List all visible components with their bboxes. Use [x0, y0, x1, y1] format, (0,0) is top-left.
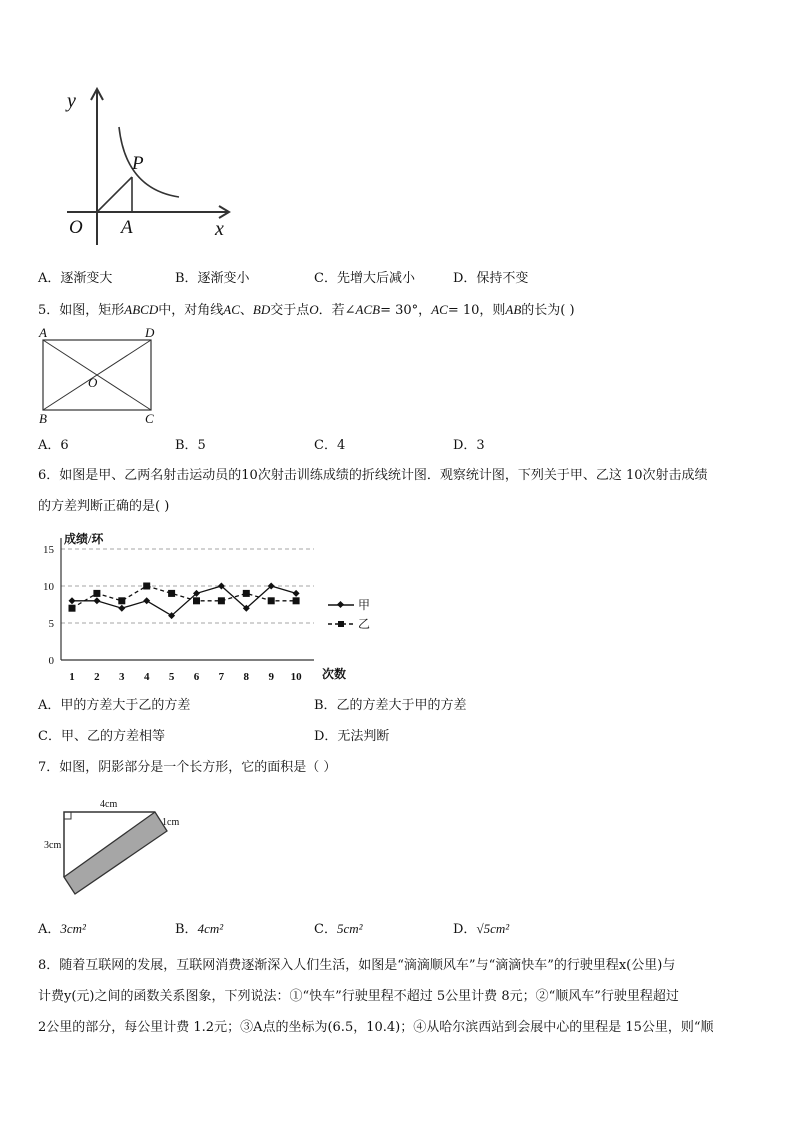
q5-var-bd: BD: [252, 302, 271, 317]
q7-option-value: 4cm²: [197, 921, 224, 936]
q7-option-letter: A．: [38, 922, 61, 937]
q6-point-jia: [93, 597, 100, 604]
q6-legend-label-yi: 乙: [358, 617, 371, 631]
q6-x-tick-label: 10: [290, 671, 302, 683]
q6-legend-marker-jia: [337, 601, 344, 608]
q7-right-angle-mark: [64, 812, 71, 819]
q6-y-tick-label: 15: [43, 544, 54, 556]
q4-label-o: O: [69, 217, 83, 238]
q6-legend-label-jia: 甲: [358, 598, 371, 612]
q6-x-tick-labels: [69, 671, 302, 683]
q6-series-line-jia: [72, 586, 296, 616]
q7-label-right: 1cm: [162, 817, 180, 828]
q7-option-value: 3cm²: [60, 921, 86, 936]
q7-option-d: [453, 920, 509, 939]
q6-point-jia: [293, 590, 300, 597]
q6-point-yi: [118, 597, 125, 604]
q7-option-a: [38, 920, 86, 939]
q5-option-b: B．5: [175, 438, 206, 453]
q5-stem-text: 5．如图，矩形: [38, 303, 125, 318]
q5-stem-text: ．若∠: [318, 303, 356, 318]
q5-stem: [38, 301, 575, 320]
q5-var-abcd: ABCD: [124, 302, 159, 317]
q4-option-c: C．先增大后减小: [314, 271, 415, 286]
q5-stem-text: = 30°，: [380, 303, 432, 318]
q4-label-p: P: [132, 153, 144, 174]
q6-x-tick-label: 8: [243, 671, 250, 683]
q5-rectangle-figure: [34, 325, 164, 427]
q7-stem: 7．如图，阴影部分是一个长方形，它的面积是（ ）: [38, 760, 337, 775]
q6-point-yi: [93, 590, 100, 597]
q5-option-c: C．4: [314, 438, 346, 453]
q7-triangle-figure: [34, 795, 194, 900]
q6-point-yi: [243, 590, 250, 597]
q6-option-c: C．甲、乙的方差相等: [38, 729, 165, 744]
q5-option-d: D．3: [453, 438, 485, 453]
q6-point-jia: [118, 605, 125, 612]
q5-option-a: A．6: [38, 438, 69, 453]
q5-stem-text: = 10，则: [447, 303, 506, 318]
q6-point-yi: [193, 597, 200, 604]
q6-x-tick-label: 2: [94, 671, 100, 683]
q6-option-d: D．无法判断: [314, 729, 390, 744]
q6-point-yi: [69, 605, 76, 612]
q6-x-tick-label: 5: [168, 671, 175, 683]
q6-y-tick-labels: [43, 544, 55, 667]
q6-option-b: B．乙的方差大于甲的方差: [314, 698, 467, 713]
q5-label-o: O: [88, 375, 98, 390]
q6-line-chart: [34, 528, 374, 690]
q5-label-c: C: [145, 411, 154, 426]
q6-point-jia: [69, 597, 76, 604]
q7-option-letter: C．: [314, 922, 337, 937]
q6-stem-line-2: 的方差判断正确的是( ): [38, 499, 170, 514]
q6-x-tick-label: 9: [268, 671, 274, 683]
q6-x-tick-label: 3: [119, 671, 125, 683]
q5-var-o: O: [309, 302, 319, 317]
q5-stem-text: 中，对角线: [158, 303, 224, 318]
q8-line-3: 2公里的部分，每公里计费 1.2元；③A点的坐标为(6.5，10.4)；④从哈尔滨西站到会展中心的里程是 15公里，则“顺: [38, 1020, 714, 1035]
q6-y-axis-label: 成绩/环: [64, 532, 104, 546]
q4-option-b: B．逐渐变小: [175, 271, 250, 286]
q6-legend: [328, 598, 370, 631]
q6-point-jia: [143, 597, 150, 604]
q4-label-y: y: [67, 90, 76, 112]
q6-point-yi: [168, 590, 175, 597]
q4-function-figure: [55, 85, 245, 255]
q5-var-ac: AC: [431, 302, 448, 317]
q6-stem-line-1: 6．如图是甲、乙两名射击运动员的10次射击训练成绩的折线统计图．观察统计图，下列关于甲、乙这 10次射击成绩: [38, 468, 708, 483]
q7-option-letter: D．: [453, 922, 477, 937]
q6-grid: [61, 549, 314, 623]
q4-option-d: D．保持不变: [453, 271, 529, 286]
q7-option-letter: B．: [175, 922, 198, 937]
q4-segment-op: [97, 177, 132, 212]
q6-option-a: A．甲的方差大于乙的方差: [38, 698, 191, 713]
q7-shaded-rectangle: [64, 812, 167, 894]
q8-line-2: 计费y(元)之间的函数关系图象，下列说法：①“快车”行驶里程不超过 5公里计费 8元；②“顺风车”行驶里程超过: [38, 989, 679, 1004]
q7-label-left: 3cm: [44, 840, 62, 851]
q5-label-b: B: [39, 411, 47, 426]
q8-line-1: 8．随着互联网的发展，互联网消费逐渐深入人们生活，如图是“滴滴顺风车”与“滴滴快车”的行驶里程x(公里)与: [38, 958, 676, 973]
q7-option-b: [175, 920, 223, 939]
q4-option-a: A．逐渐变大: [38, 271, 113, 286]
q7-option-value: 5cm²: [336, 921, 363, 936]
q5-stem-text: 、: [239, 303, 253, 318]
q7-label-top: 4cm: [100, 799, 118, 810]
q6-x-tick-label: 1: [69, 671, 75, 683]
q4-label-a: A: [121, 217, 133, 238]
q6-legend-marker-yi: [338, 621, 344, 627]
q5-var-acb: ACB: [355, 302, 381, 317]
q6-point-yi: [268, 597, 275, 604]
q6-y-tick-label: 0: [48, 655, 54, 667]
q7-option-c: [314, 920, 363, 939]
q6-point-yi: [293, 597, 300, 604]
q6-point-yi: [218, 597, 225, 604]
q6-x-tick-label: 6: [193, 671, 200, 683]
q4-label-x: x: [215, 218, 224, 240]
q5-label-d: D: [145, 325, 155, 340]
q6-x-axis-label: 次数: [322, 667, 347, 681]
q5-stem-text: 交于点: [270, 303, 310, 318]
q6-series-group: [69, 583, 300, 620]
q7-option-value: √5cm²: [476, 921, 510, 936]
q5-var-ac: AC: [223, 302, 240, 317]
q5-var-ab: AB: [505, 302, 522, 317]
q6-y-tick-label: 10: [43, 581, 54, 593]
q6-x-tick-label: 7: [218, 671, 225, 683]
q5-label-a: A: [39, 325, 47, 340]
q6-point-yi: [143, 583, 150, 590]
q4-hyperbola-curve: [119, 127, 179, 197]
q6-x-tick-label: 4: [143, 671, 150, 683]
q6-y-tick-label: 5: [48, 618, 54, 630]
q5-stem-text: 的长为( ): [521, 303, 575, 318]
